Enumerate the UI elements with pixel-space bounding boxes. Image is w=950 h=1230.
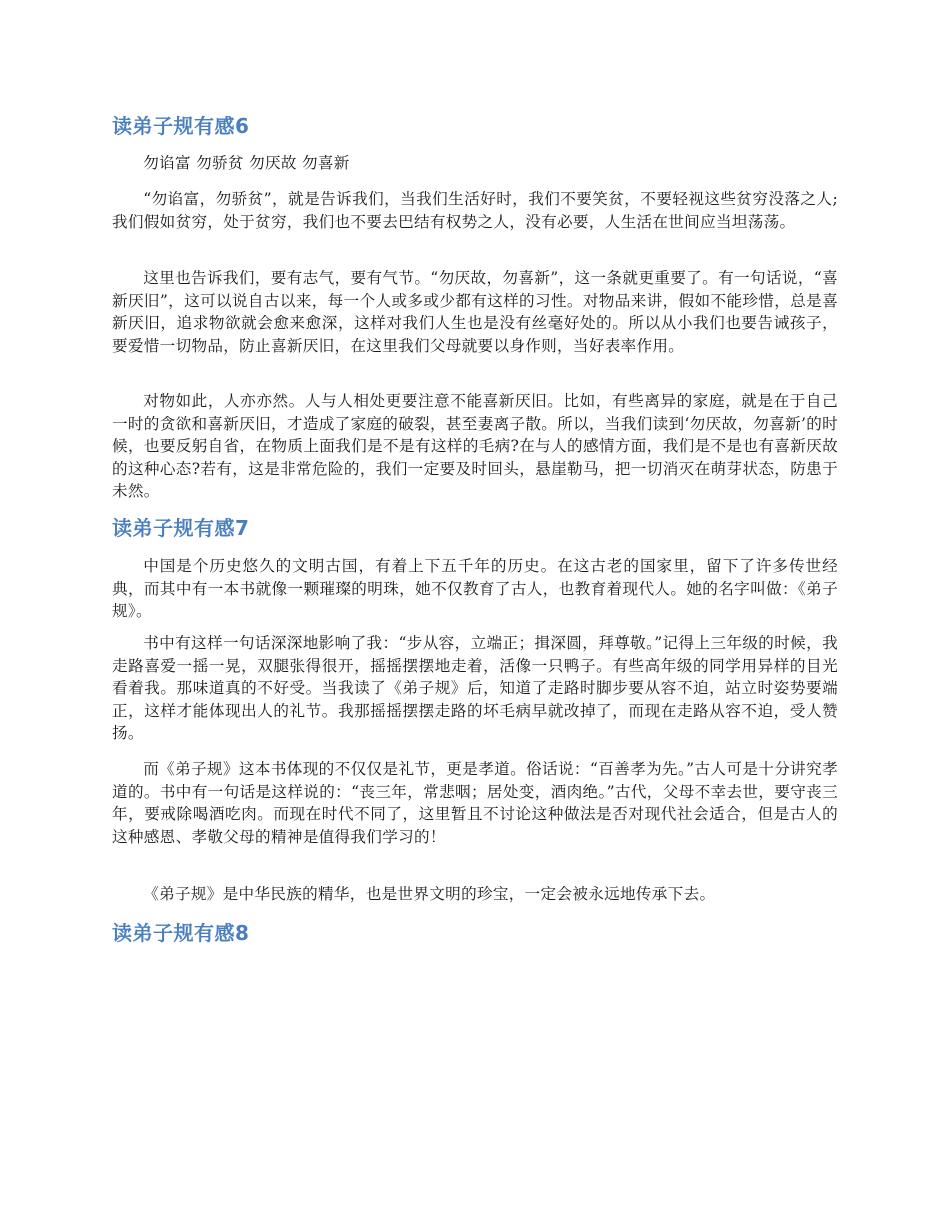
- paragraph: 勿谄富 勿骄贫 勿厌故 勿喜新: [143, 154, 350, 172]
- paragraph: 而《弟子规》这本书体现的不仅仅是礼节，更是孝道。俗话说：“百善孝为先。”古人可是十分讲究孝道的。书中有一句话是这样说的：“丧三年，常悲咽；居处变，酒肉绝。”古代，父母不幸去世，要守丧三年，要戒除喝酒吃肉。而现在时代不同了，这里暂且不讨论这种做法是否对现代社会适合，但是古人的这种感恩、孝敬父母的精神是值得我们学习的！: [112, 760, 838, 846]
- paragraph: 这里也告诉我们，要有志气，要有气节。“勿厌故，勿喜新”，这一条就更重要了。有一句话说，“喜新厌旧”，这可以说自古以来，每一个人或多或少都有这样的习性。对物品来讲，假如不能珍惜，总是喜新厌旧，追求物欲就会愈来愈深，这样对我们人生也是没有丝毫好处的。所以从小我们也要告诫孩子，要爱惜一切物品，防止喜新厌旧，在这里我们父母就要以身作则，当好表率作用。: [112, 269, 838, 355]
- section-heading: 读弟子规有感6: [112, 114, 250, 138]
- paragraph: 书中有这样一句话深深地影响了我：“步从容，立端正；揖深圆，拜尊敬。”记得上三年级的时候，我走路喜爱一摇一晃，双腿张得很开，摇摇摆摆地走着，活像一只鸭子。有些高年级的同学用异样的目光看着我。那味道真的不好受。当我读了《弟子规》后，知道了走路时脚步要从容不迫，站立时姿势要端正，这样才能体现出人的礼节。我那摇摇摆摆走路的坏毛病早就改掉了，而现在走路从容不迫，受人赞扬。: [112, 634, 838, 742]
- paragraph: 对物如此，人亦亦然。人与人相处更要注意不能喜新厌旧。比如，有些离异的家庭，就是在于自己一时的贪欲和喜新厌旧，才造成了家庭的破裂，甚至妻离子散。所以，当我们读到‘勿厌故，勿喜新’的时候，也要反躬自省，在物质上面我们是不是有这样的毛病?在与人的感情方面，我们是不是也有喜新厌故的这种心态?若有，这是非常危险的，我们一定要及时回头，悬崖勒马，把一切消灭在萌芽状态，防患于未然。: [112, 392, 838, 500]
- paragraph: 中国是个历史悠久的文明古国，有着上下五千年的历史。在这古老的国家里，留下了许多传世经典，而其中有一本书就像一颗璀璨的明珠，她不仅教育了古人，也教育着现代人。她的名字叫做：《弟子规》。: [112, 557, 838, 620]
- paragraph: 《弟子规》是中华民族的精华，也是世界文明的珍宝，一定会被永远地传承下去。: [143, 885, 716, 903]
- section-heading: 读弟子规有感7: [112, 516, 250, 540]
- paragraph: “勿谄富，勿骄贫”，就是告诉我们，当我们生活好时，我们不要笑贫，不要轻视这些贫穷没落之人;我们假如贫穷，处于贫穷，我们也不要去巴结有权势之人，没有必要，人生活在世间应当坦荡荡。: [112, 190, 838, 231]
- section-heading: 读弟子规有感8: [112, 921, 250, 945]
